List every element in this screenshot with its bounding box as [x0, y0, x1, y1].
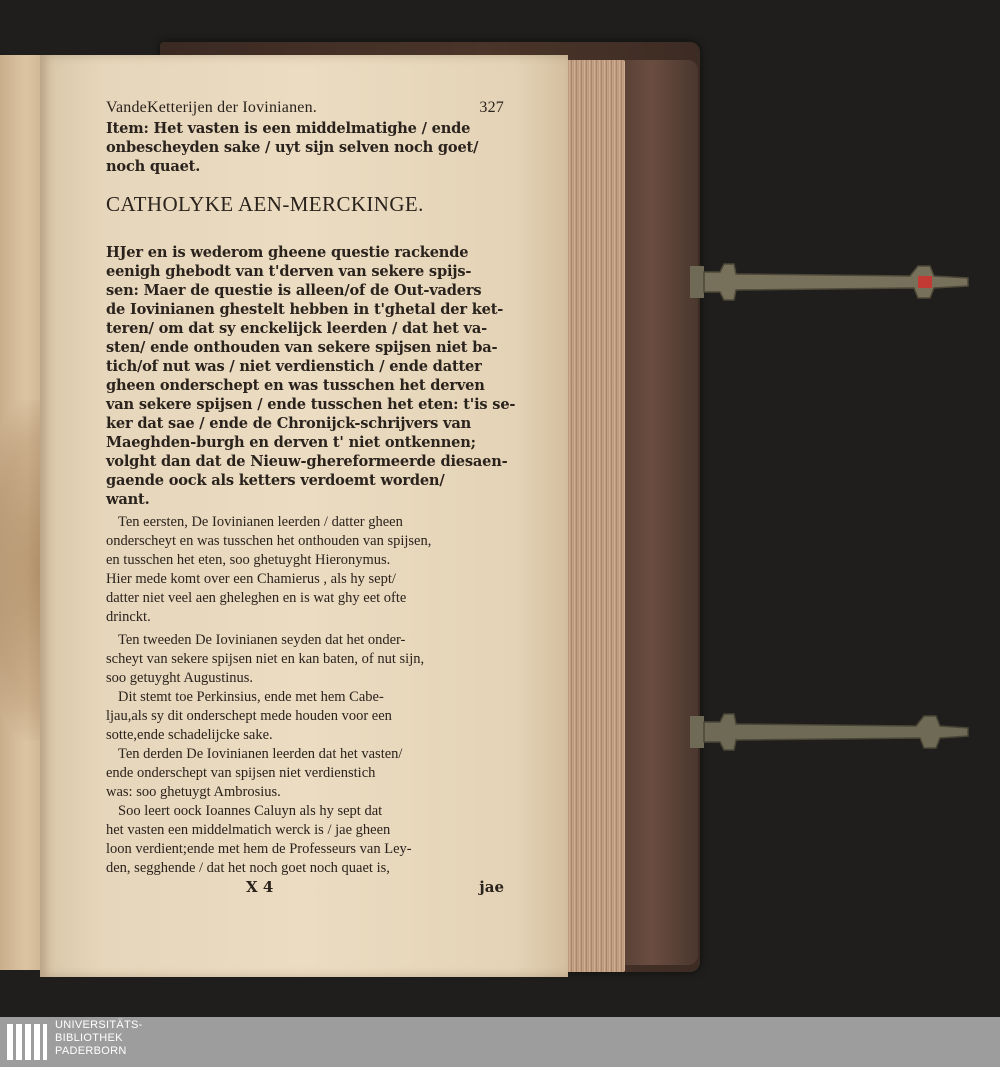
text-line: loon verdient;ende met hem de Professeurs van Ley- — [106, 841, 412, 857]
text-line: eenigh ghebodt van t'derven van sekere spijs- — [106, 263, 472, 280]
paragraph-fourth — [106, 745, 504, 802]
page-number: 327 — [479, 99, 504, 116]
text-line: volght dan dat de Nieuw-ghereformeerde diesaen- — [106, 453, 508, 470]
text-line: gaende oock als ketters verdoemt worden/ — [106, 472, 445, 489]
running-head — [106, 99, 504, 117]
text-line: Hier mede komt over een Chamierus , als hy sept/ — [106, 571, 396, 587]
text-line: gheen onderschept en was tusschen het derven — [106, 377, 485, 394]
text-line: Maeghden-burgh en derven t' niet ontkennen; — [106, 434, 476, 451]
text-line: drinckt. — [106, 609, 151, 625]
text-line: scheyt van sekere spijsen niet en kan baten, of nut sijn, — [106, 651, 425, 667]
text-line: tich/of nut was / niet verdienstich / ende datter — [106, 358, 482, 375]
text-line: het vasten een middelmatich werck is / jae gheen — [106, 822, 391, 838]
text-line: teren/ om dat sy enckelijck leerden / dat het va- — [106, 320, 487, 337]
text-line: want. — [106, 491, 150, 508]
library-banner — [0, 1017, 1000, 1067]
text-line: Soo leert oock Ioannes Caluyn als hy sept dat — [118, 803, 383, 819]
page-text — [106, 99, 516, 896]
text-line: den, segghende / dat het noch goet noch quaet is, — [106, 860, 390, 876]
text-line: onbescheyden sake / uyt sijn selven noch goet/ — [106, 139, 479, 156]
paragraph-third — [106, 688, 504, 745]
text-line: onderscheyt en was tusschen het onthouden van spijsen, — [106, 533, 432, 549]
library-name-line: BIBLIOTHEK — [55, 1032, 123, 1044]
library-logo-icon — [5, 1020, 49, 1064]
text-line: Ten derden De Iovinianen leerden dat het vasten/ — [118, 746, 403, 762]
library-name — [55, 1019, 143, 1058]
text-line: ljau,als sy dit onderschept mede houden voor een — [106, 708, 392, 724]
text-line: was: soo ghetuygt Ambrosius. — [106, 784, 281, 800]
text-line: ende onderschept van spijsen niet verdienstich — [106, 765, 376, 781]
clasp-top — [690, 262, 970, 302]
library-name-line: UNIVERSITÄTS- — [55, 1019, 143, 1031]
text-line: datter niet veel aen gheleghen en is wat ghy eet ofte — [106, 590, 407, 606]
text-line: sten/ ende onthouden van sekere spijsen niet ba- — [106, 339, 498, 356]
book-cover-edge — [620, 60, 698, 965]
text-line: Ten tweeden De Iovinianen seyden dat het onder- — [118, 632, 406, 648]
text-line: sen: Maer de questie is alleen/of de Out-vaders — [106, 282, 482, 299]
text-line: ker dat sae / ende de Chronijck-schrijvers van — [106, 415, 471, 432]
running-head-title: VandeKetterijen der Iovinianen. — [106, 99, 318, 116]
text-line: noch quaet. — [106, 158, 201, 175]
body-paragraph — [106, 243, 516, 509]
text-line: HJer en is wederom gheene questie rackende — [106, 244, 469, 261]
page-footer — [106, 878, 504, 896]
signature-mark: X 4 — [246, 878, 274, 896]
text-line: Ten eersten, De Iovinianen leerden / datter gheen — [118, 514, 403, 530]
library-name-line: PADERBORN — [55, 1045, 127, 1057]
paragraph-fifth — [106, 802, 504, 878]
paragraph-first — [106, 513, 504, 627]
page-block-edges — [563, 60, 625, 972]
section-heading: CATHOLYKE AEN-MERCKINGE. — [106, 192, 424, 216]
text-line: Item: Het vasten is een middelmatighe / ende — [106, 120, 471, 137]
clasp-bottom — [690, 712, 970, 752]
text-line: sotte,ende schadelijcke sake. — [106, 727, 273, 743]
text-line: de Iovinianen ghestelt hebben in t'ghetal der ket- — [106, 301, 504, 318]
paragraph-second — [106, 631, 504, 688]
text-line: van sekere spijsen / ende tusschen het eten: t'is se- — [106, 396, 516, 413]
opening-lines — [106, 119, 504, 176]
text-line: soo getuyght Augustinus. — [106, 670, 254, 686]
catchword: jae — [479, 878, 504, 896]
text-line: Dit stemt toe Perkinsius, ende met hem Cabe- — [118, 689, 384, 705]
text-line: en tusschen het eten, soo ghetuyght Hieronymus. — [106, 552, 391, 568]
book-page — [40, 55, 568, 977]
